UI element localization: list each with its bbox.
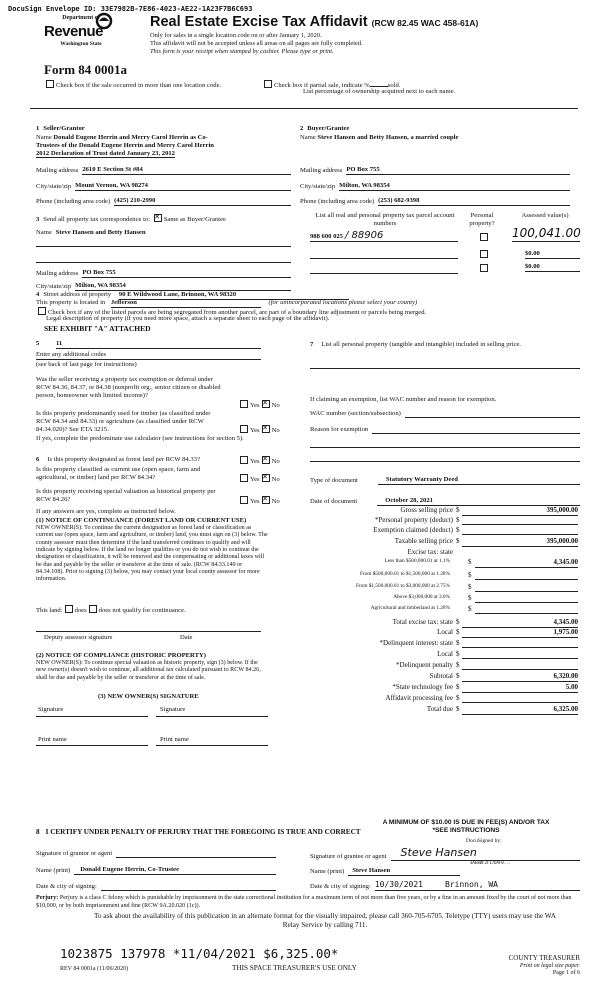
docusign-envelope-id: DocuSign Envelope ID: 33E7982B-7E86-4023-AE22-1A23F7B6C693 [8, 5, 253, 13]
tax-tier-1-currency: $ [468, 558, 472, 566]
segregated-check[interactable]: Check box if any of the listed parcels are being segregated from another parcel, are part of a boundary line adjustment or parcels being merged. [36, 307, 426, 317]
q-forest-answer[interactable]: Yes✕ No [238, 456, 280, 466]
grantee-signature-row: Signature of grantee or agent Steve Hansen [310, 852, 580, 861]
land-qualify: This land: does does not qualify for continuance. [36, 607, 186, 614]
section5-num: 5 [36, 340, 40, 347]
partial-sale-check[interactable]: Check box if partial sale, indicate % sold. [262, 80, 400, 90]
alternate-format-notice: To ask about the availability of this publication in an alternate format for the visually impaired, please call 360-705-6705. Teletype (TTY) users may use the WA Relay Service by calling 711. [94, 912, 556, 930]
seller-city-row: City/state/zip Mount Vernon, WA 98274 [36, 182, 291, 191]
tax-tier-4-currency: $ [468, 594, 472, 602]
additional-codes[interactable]: Enter any additional codes [36, 351, 261, 360]
tax-correspondence: 3 Send all property tax correspondence to: ✕ Same as Buyer/Grantee [36, 214, 226, 224]
tax-tier-5-label: Agricultural and timberland at 1.28% [370, 605, 450, 611]
segregated-checkbox[interactable] [38, 307, 46, 315]
tax-tier-5-currency: $ [468, 605, 472, 613]
tax-delinquent-interest-local-label: Local [437, 650, 453, 658]
assessed-value-1[interactable]: 100,041.00 [512, 226, 581, 240]
seller-heading: 1 Seller/Grantor [36, 125, 85, 132]
q-timber: Is this property predominantly used for timber (as classified under RCW 84.34 and 84.33) or agriculture (as classified under RCW 84.34.020)? See ETA 3215. [36, 410, 211, 434]
q-current-use-answer[interactable]: Yes✕ No [238, 474, 280, 484]
any-yes-note: If any answers are yes, complete as instructed below. [36, 508, 176, 515]
q-exemption: Was the seller receiving a property tax exemption or deferral under RCW 84.36, 84.37, or 84.38 (nonprofit org., senior citizen or disabled person, homeowner with limited income)? [36, 376, 221, 400]
seller-city[interactable]: Mount Vernon, WA 98274 [75, 182, 291, 191]
grantor-name[interactable]: Donald Eugene Herrin, Co-Trustee [74, 866, 276, 875]
tax-total-state-label: Total excise tax: state [392, 618, 453, 626]
tax-taxable-selling-price-label: Taxable selling price [394, 537, 453, 545]
docusigned-by: DocuSigned by: [466, 838, 502, 844]
notice-compliance-title: (2) NOTICE OF COMPLIANCE (HISTORIC PROPERTY) [36, 652, 206, 659]
property-street-row: 4 Street address of property 90 E Wildwood Lane, Brinnon, WA 98320 [36, 291, 349, 300]
q-historic-yes[interactable] [240, 496, 248, 504]
grantee-name[interactable]: Steve Hansen [348, 867, 460, 876]
q-historic-answer[interactable]: Yes✕ No [238, 496, 280, 506]
buyer-city[interactable]: Milton, WA 98354 [339, 182, 570, 191]
q-exemption-answer[interactable]: Yes✕ No [238, 400, 280, 410]
doc-date-row: Date of document October 28, 2021 [310, 497, 580, 506]
dor-swirl-icon [94, 12, 114, 30]
tax-exemption-claimed[interactable] [462, 526, 578, 535]
buyer-phone-row: Phone (including area code) (253) 682-9398 [300, 197, 570, 206]
tax-tier-2[interactable] [475, 571, 578, 580]
personal-property-checkbox-1[interactable] [480, 233, 488, 241]
tax-total-state-currency: $ [456, 618, 460, 626]
q-timber-no[interactable] [262, 425, 270, 433]
buyer-heading: 2 Buyer/Grantee [300, 125, 350, 132]
q-timber-note: If yes, complete the predominate use calculator (see instructions for section 5). [36, 435, 244, 442]
section3-name-row: Name Steve Hansen and Betty Hansen [36, 229, 291, 237]
tax-exemption-claimed-label: Exemption claimed (deduct) [373, 526, 453, 534]
tax-subtotal-currency: $ [456, 672, 460, 680]
tax-personal-property[interactable] [462, 516, 578, 525]
q-exemption-no[interactable] [262, 400, 270, 408]
wac-number[interactable] [405, 409, 580, 418]
seller-phone[interactable]: (425) 210-2990 [114, 197, 291, 206]
location-code[interactable]: 11 [56, 340, 261, 349]
signature-id: 3AE8BF2F17DAF0... [470, 860, 511, 865]
personal-property-checkbox-3[interactable] [480, 264, 488, 272]
tax-taxable-selling-price-currency: $ [456, 537, 460, 545]
grantee-date-row: Date & city of signing: 10/30/2021 Brinnon, WA [310, 880, 580, 891]
form-revision: REV 84 0001a (11/06/2020) [60, 966, 129, 972]
tax-processing-fee-label: Affidavit processing fee [385, 694, 453, 702]
ownership-note: List percentage of ownership acquired next to each name. [303, 88, 456, 95]
q-forest-yes[interactable] [240, 456, 248, 464]
seller-mailing-row: Mailing address 2610 E Section St #84 [36, 166, 291, 175]
minimum-due: A MINIMUM OF $10.00 IS DUE IN FEE(S) AND/OR TAX *SEE INSTRUCTIONS [382, 819, 550, 835]
q-exemption-yes[interactable] [240, 400, 248, 408]
tax-tier-1-label: Less than $500,000.01 at 1.1% [384, 558, 450, 564]
tax-technology-fee[interactable]: 5.00 [462, 683, 578, 693]
tax-tier-3-label: From $1,500,000.01 to $3,000,000 at 2.75% [355, 583, 450, 589]
tax-tier-4-label: Above $3,000,000 at 3.0% [393, 594, 450, 600]
deputy-assessor-signature[interactable]: Deputy assessor signature [44, 634, 113, 641]
tax-exemption-claimed-currency: $ [456, 526, 460, 534]
tax-subtotal-label: Subtotal [429, 672, 453, 680]
tax-tier-3-currency: $ [468, 583, 472, 591]
notice-continuance-text: NEW OWNER(S): To continue the current designation as forest land or classification as current use (open space, farm and agriculture, or timber) land, you must sign on (3) below. The county assessor must then determine if the land transferred continues to qualify and will indicate by signing below. If the land no longer qualifies or you do not wish to continue the designation or classification, it will be removed and the compensating or additional taxes will be due and payable by the seller or transferor at the time of sale. (RCW 84.33.140 or 84.34.108). Prior to signing (3) below, you may contact your local county assessor for more information. [36, 525, 268, 583]
tax-delinquent-interest-local[interactable] [462, 650, 578, 659]
tax-processing-fee-currency: $ [456, 694, 460, 702]
perjury-notice: Perjury: Perjury is a class C felony which is punishable by imprisonment in the state correctional institution for a maximum term of not more than five years, or by a fine in an amount fixed by the court of not more than $10,000, or by both imprisonment and fine (RCW 9A.20.020 (1c)). [36, 895, 572, 909]
new-owner-print-1[interactable]: Print name [38, 736, 67, 743]
new-owner-signature-2[interactable]: Signature [160, 706, 186, 713]
assessed-col-header: Assessed value(s) [521, 212, 569, 219]
q-historic: Is this property receiving special valuation as historical property per RCW 84.26? [36, 488, 216, 504]
new-owner-signature-heading: (3) NEW OWNER(S) SIGNATURE [98, 693, 199, 700]
tax-technology-fee-label: *State technology fee [392, 683, 453, 691]
personal-col-header: Personal property? [469, 212, 495, 228]
state-label: Washington State [60, 41, 102, 48]
tax-tier-4[interactable] [475, 594, 578, 603]
q-current-use-yes[interactable] [240, 474, 248, 482]
parcel-number-1[interactable]: 988 600 025 / 88906 [310, 230, 458, 242]
tax-personal-property-currency: $ [456, 516, 460, 524]
tax-processing-fee[interactable] [462, 694, 578, 703]
tax-total-due[interactable]: 6,325.00 [462, 705, 578, 715]
document-date[interactable]: October 28, 2021 [377, 497, 580, 506]
tax-taxable-selling-price[interactable]: 395,000.00 [462, 537, 578, 547]
tax-delinquent-interest-state-label: *Delinquent interest: state [379, 639, 453, 647]
certify-statement: 8 I CERTIFY UNDER PENALTY OF PERJURY THAT THE FOREGOING IS TRUE AND CORRECT [36, 828, 361, 836]
property-county[interactable]: Jefferson [111, 299, 261, 308]
new-owner-print-2[interactable]: Print name [160, 736, 189, 743]
seller-phone-row: Phone (including area code) (425) 210-2990 [36, 197, 291, 206]
tax-total-due-currency: $ [456, 705, 460, 713]
q-timber-yes[interactable] [240, 425, 248, 433]
section3-name[interactable]: Steve Hansen and Betty Hansen [55, 229, 146, 236]
notice-compliance-text: NEW OWNER(S): To continue special valuation as historic property, sign (3) below. If the new owner(s) doesn't wish to continue, all additional tax calculated pursuant to RCW 84.26, shall be due and payable by the seller or transferor at the time of sale. [36, 660, 261, 681]
grantor-date-row: Date & city of signing: [36, 882, 276, 891]
multi-location-check[interactable]: Check box if the sale occurred in more than one location code. [44, 80, 221, 90]
same-as-buyer-checkbox[interactable] [154, 214, 162, 222]
deputy-date[interactable]: Date [180, 634, 193, 641]
dept-label: Department of [62, 15, 100, 21]
treasurer-footer: COUNTY TREASURER Print on legal size paper. Page 1 of 6 [508, 954, 580, 977]
section3-city-row: City/state/zip Milton, WA 98354 [36, 282, 291, 291]
buyer-name[interactable]: Name Steve Hansen and Betty Hansen, a married couple [300, 134, 459, 141]
tax-gross-selling-price[interactable]: 395,000.00 [462, 506, 578, 516]
tax-local[interactable]: 1,975.00 [462, 628, 578, 638]
land-does-not-checkbox[interactable] [89, 605, 97, 613]
seller-name[interactable]: Name Donald Eugene Herrin and Merry Carol Herrin as Co- Trustees of the Donald Eugene Herrin and Merry Carol Herrin 2012 Declaration of Trust dated January 23, 2012 [36, 134, 214, 158]
tax-delinquent-interest-state-currency: $ [456, 639, 460, 647]
tax-personal-property-label: *Personal property (deduct) [374, 516, 453, 524]
document-type[interactable]: Statutory Warranty Deed [378, 476, 580, 485]
property-county-row: This property is located in Jefferson (for unincorporated locations please select your county) [36, 299, 417, 308]
personal-property-list[interactable]: 7 List all personal property (tangible and intangible) included in selling price. [310, 341, 522, 348]
revenue-wordmark: Revenue [44, 22, 104, 40]
land-does-checkbox[interactable] [65, 605, 73, 613]
buyer-mailing[interactable]: PO Box 755 [346, 166, 570, 175]
property-street[interactable]: 90 E Wildwood Lane, Brinnon, WA 98320 [119, 291, 349, 300]
tax-local-currency: $ [456, 628, 460, 636]
tax-gross-selling-price-currency: $ [456, 506, 460, 514]
tax-delinquent-penalty[interactable] [462, 661, 578, 670]
form-number: Form 84 0001a [44, 62, 128, 77]
grantor-signature-row: Signature of grantor or agent [36, 849, 276, 858]
tax-subtotal[interactable]: 6,320.00 [462, 672, 578, 682]
q-timber-answer[interactable]: Yes✕ No [238, 425, 280, 435]
tax-tier-2-label: From $500,000.01 to $1,500,000 at 1.28% [359, 571, 450, 577]
q-forest: 6 Is this property designated as forest land per RCW 84.33? [36, 456, 200, 463]
tax-excise-state-label-label: Excise tax: state [407, 548, 453, 556]
parcel-col-header: List all real and personal property tax parcel account numbers [315, 212, 455, 228]
grantor-signature[interactable] [116, 849, 276, 858]
q-current-use-no[interactable] [262, 474, 270, 482]
treasurer-use: THIS SPACE TREASURER'S USE ONLY [232, 964, 357, 972]
section3-mailing-row: Mailing address PO Box 755 [36, 269, 291, 278]
form-title: Real Estate Excise Tax Affidavit (RCW 82.45 WAC 458-61A) [150, 14, 479, 30]
tax-total-state[interactable]: 4,345.00 [462, 618, 578, 628]
q-forest-no[interactable] [262, 456, 270, 464]
partial-sale-checkbox[interactable] [264, 80, 272, 88]
codes-instructions: (see back of last page for instructions) [36, 361, 137, 368]
dor-logo [44, 15, 118, 48]
cashier-stamp: 1023875 137978 *11/04/2021 $6,325.00* [60, 946, 339, 961]
tax-local-label: Local [437, 628, 453, 636]
personal-property-checkbox-2[interactable] [480, 250, 488, 258]
section3-city[interactable]: Milton, WA 98354 [75, 282, 291, 291]
tax-tier-5[interactable] [475, 605, 578, 614]
tax-tier-1[interactable]: 4,345.00 [475, 558, 578, 568]
grantee-signature[interactable]: Steve Hansen [391, 852, 580, 861]
reason-row: Reason for exemption [310, 425, 580, 434]
section3-mailing[interactable]: PO Box 755 [82, 269, 291, 278]
assessed-value-2[interactable]: $0.00 [525, 250, 580, 259]
new-owner-signature-1[interactable]: Signature [38, 706, 64, 713]
seller-mailing[interactable]: 2610 E Section St #84 [82, 166, 291, 175]
tax-delinquent-interest-state[interactable] [462, 639, 578, 648]
multi-location-checkbox[interactable] [46, 80, 54, 88]
reason-for-exemption[interactable] [372, 425, 580, 434]
grantor-date-city[interactable] [101, 882, 276, 891]
legal-description-label: Legal description of property (if you need more space, attach a separate sheet to each page of the affidavit). [46, 315, 330, 322]
q-current-use: Is this property classified as current use (open space, farm and agricultural, or timber) land per RCW 84.34? [36, 466, 201, 482]
buyer-phone[interactable]: (253) 682-9398 [378, 197, 570, 206]
buyer-city-row: City/state/zip Milton, WA 98354 [300, 182, 570, 191]
tax-tier-3[interactable] [475, 583, 578, 592]
legal-description[interactable]: SEE EXHIBIT "A" ATTACHED [44, 324, 151, 333]
tax-total-due-label: Total due [426, 705, 453, 713]
notice-continuance-title: (1) NOTICE OF CONTINUANCE (FOREST LAND OR CURRENT USE) [36, 517, 247, 524]
form-notices: Only for sales in a single location code on or after January 1, 2020. This affidavit will not be accepted unless all areas on all pages are fully completed. This form is your receipt when stamped by cashier. Please type or print. [150, 32, 363, 55]
buyer-mailing-row: Mailing address PO Box 755 [300, 166, 570, 175]
grantee-name-row: Name (print) Steve Hansen [310, 867, 460, 876]
assessed-value-3[interactable]: $0.00 [525, 263, 580, 272]
tax-technology-fee-currency: $ [456, 683, 460, 691]
wac-row: WAC number (section/subsection) [310, 409, 580, 418]
grantee-date-city[interactable]: 10/30/2021 Brinnon, WA [375, 880, 580, 891]
q-historic-no[interactable] [262, 496, 270, 504]
tax-tier-2-currency: $ [468, 571, 472, 579]
grantor-name-row: Name (print) Donald Eugene Herrin, Co-Trustee [36, 866, 276, 875]
exemption-instructions: If claiming an exemption, list WAC number and reason for exemption. [310, 396, 497, 403]
doc-type-row: Type of document Statutory Warranty Deed [310, 476, 580, 485]
tax-delinquent-penalty-label: *Delinquent penalty [396, 661, 453, 669]
tax-gross-selling-price-label: Gross selling price [400, 506, 453, 514]
tax-delinquent-penalty-currency: $ [456, 661, 460, 669]
tax-delinquent-interest-local-currency: $ [456, 650, 460, 658]
